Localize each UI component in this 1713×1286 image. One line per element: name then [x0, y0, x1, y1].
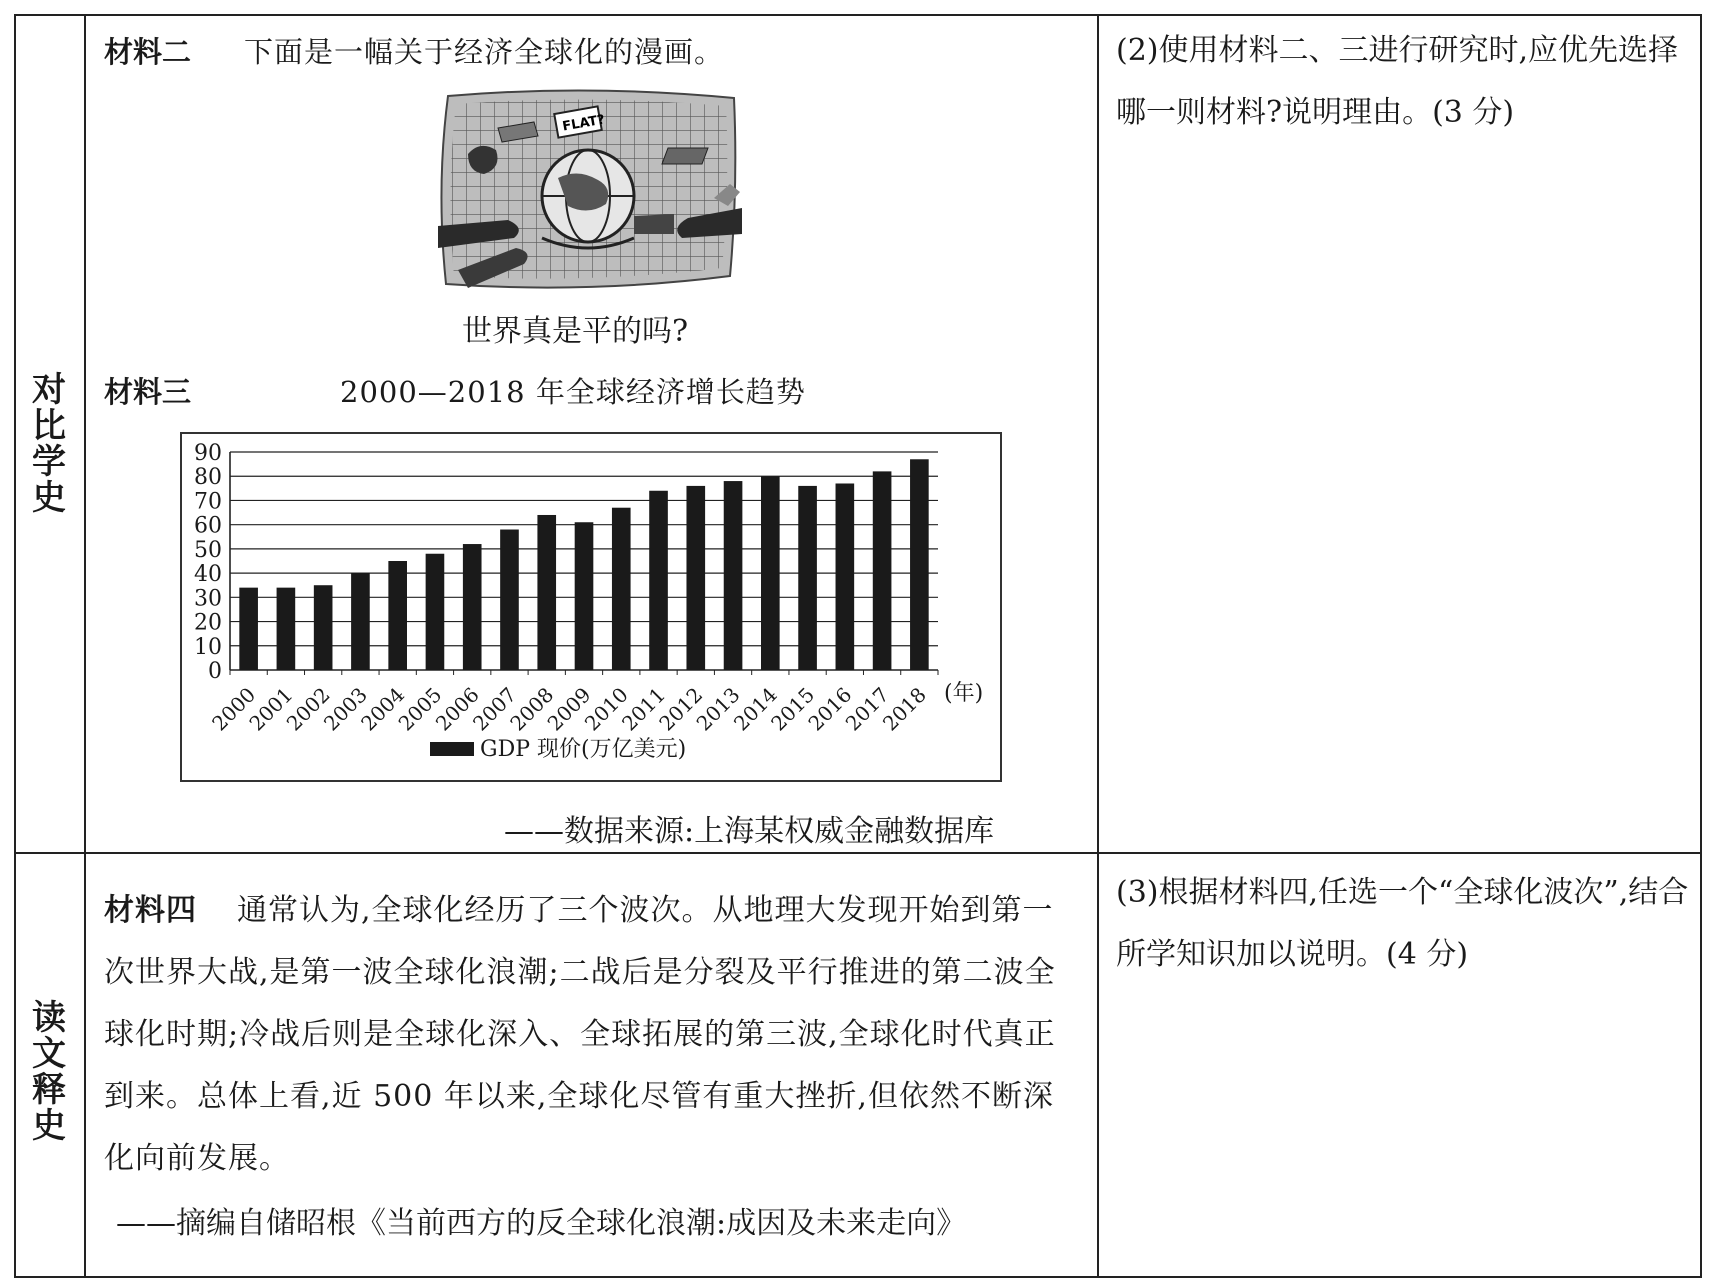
bar — [836, 483, 855, 670]
y-tick-label: 30 — [194, 586, 222, 612]
y-tick-label: 80 — [194, 465, 222, 491]
x-tick-label: 2013 — [691, 682, 745, 736]
bar — [575, 522, 594, 670]
bar — [761, 476, 780, 670]
bar — [426, 554, 445, 670]
x-tick-label: 2002 — [281, 682, 335, 736]
bar — [649, 491, 668, 670]
legend-label: GDP 现价(万亿美元) — [480, 737, 687, 762]
y-tick-label: 10 — [194, 634, 222, 660]
x-tick-label: 2005 — [393, 682, 447, 736]
x-tick-label: 2004 — [356, 682, 410, 736]
material2-label: 材料二 — [104, 35, 192, 69]
bar — [239, 588, 258, 670]
bar — [314, 585, 333, 670]
x-unit-label: (年) — [944, 681, 984, 706]
question-2: (2)使用材料二、三进行研究时,应优先选择哪一则材料?说明理由。(3 分) — [1116, 33, 1679, 130]
x-tick-label: 2016 — [803, 682, 857, 736]
x-tick-label: 2006 — [430, 682, 484, 736]
material4-source: ——摘编自储昭根《当前西方的反全球化浪潮:成因及未来走向》 — [116, 1206, 967, 1241]
column-divider-left — [84, 14, 86, 1278]
material4-text: 通常认为,全球化经历了三个波次。从地理大发现开始到第一次世界大战,是第一波全球化浪潮;二战后是分裂及平行推进的第二波全球化时期;冷战后则是全球化深入、全球拓展的第三波,全球化时代真正到来。总体上看,近 500 年以来,全球化尽管有重大挫折,但依然不断深化向前发展。 — [104, 893, 1056, 1176]
x-tick-label: 2003 — [318, 682, 372, 736]
bar — [463, 544, 482, 670]
column-divider-right — [1097, 14, 1099, 1278]
section-label-compare-text: 对比学史 — [32, 370, 66, 518]
row-divider — [14, 852, 1702, 854]
globalization-cartoon — [438, 88, 742, 294]
y-tick-label: 70 — [194, 489, 222, 515]
bar — [798, 486, 817, 670]
section-label-read-text: 读文释史 — [32, 998, 66, 1146]
chart-frame — [180, 432, 1002, 782]
x-tick-label: 2007 — [468, 682, 522, 736]
y-tick-label: 20 — [194, 610, 222, 636]
bar — [388, 561, 407, 670]
legend-swatch — [430, 742, 474, 756]
x-tick-label: 2009 — [542, 682, 596, 736]
y-tick-label: 90 — [194, 441, 222, 466]
bar — [277, 588, 296, 670]
material4-paragraph — [104, 880, 1082, 1190]
x-tick-label: 2001 — [244, 682, 298, 736]
bar — [873, 471, 892, 670]
cartoon-caption: 世界真是平的吗? — [462, 314, 689, 349]
material3-label: 材料三 — [104, 375, 192, 409]
gdp-bar-chart — [182, 434, 1000, 780]
question-3: (3)根据材料四,任选一个“全球化波次”,结合所学知识加以说明。(4 分) — [1116, 875, 1689, 972]
x-tick-label: 2014 — [728, 682, 782, 736]
section-label-compare — [29, 372, 69, 516]
material2-intro: 下面是一幅关于经济全球化的漫画。 — [244, 35, 725, 69]
x-tick-label: 2018 — [877, 682, 931, 736]
section-label-read — [29, 1000, 69, 1144]
x-tick-label: 2008 — [505, 682, 559, 736]
chart-title: 2000—2018 年全球经济增长趋势 — [340, 375, 806, 409]
bar — [724, 481, 743, 670]
material4-label: 材料四 — [104, 893, 197, 928]
x-tick-label: 2017 — [840, 682, 894, 736]
y-tick-label: 0 — [208, 659, 222, 684]
y-tick-label: 40 — [194, 562, 222, 588]
cartoon-sign-text: FLAT? — [561, 112, 606, 135]
bar — [686, 486, 705, 670]
x-tick-label: 2012 — [654, 682, 708, 736]
bar — [537, 515, 556, 670]
material3-source: ——数据来源:上海某权威金融数据库 — [504, 814, 995, 849]
bar — [351, 573, 370, 670]
bar — [612, 508, 631, 670]
bar — [500, 530, 519, 670]
x-tick-label: 2010 — [579, 682, 633, 736]
y-tick-label: 60 — [194, 513, 222, 539]
x-tick-label: 2000 — [207, 682, 261, 736]
y-tick-label: 50 — [194, 537, 222, 563]
bar — [910, 459, 929, 670]
x-tick-label: 2015 — [766, 682, 820, 736]
x-tick-label: 2011 — [617, 682, 671, 736]
